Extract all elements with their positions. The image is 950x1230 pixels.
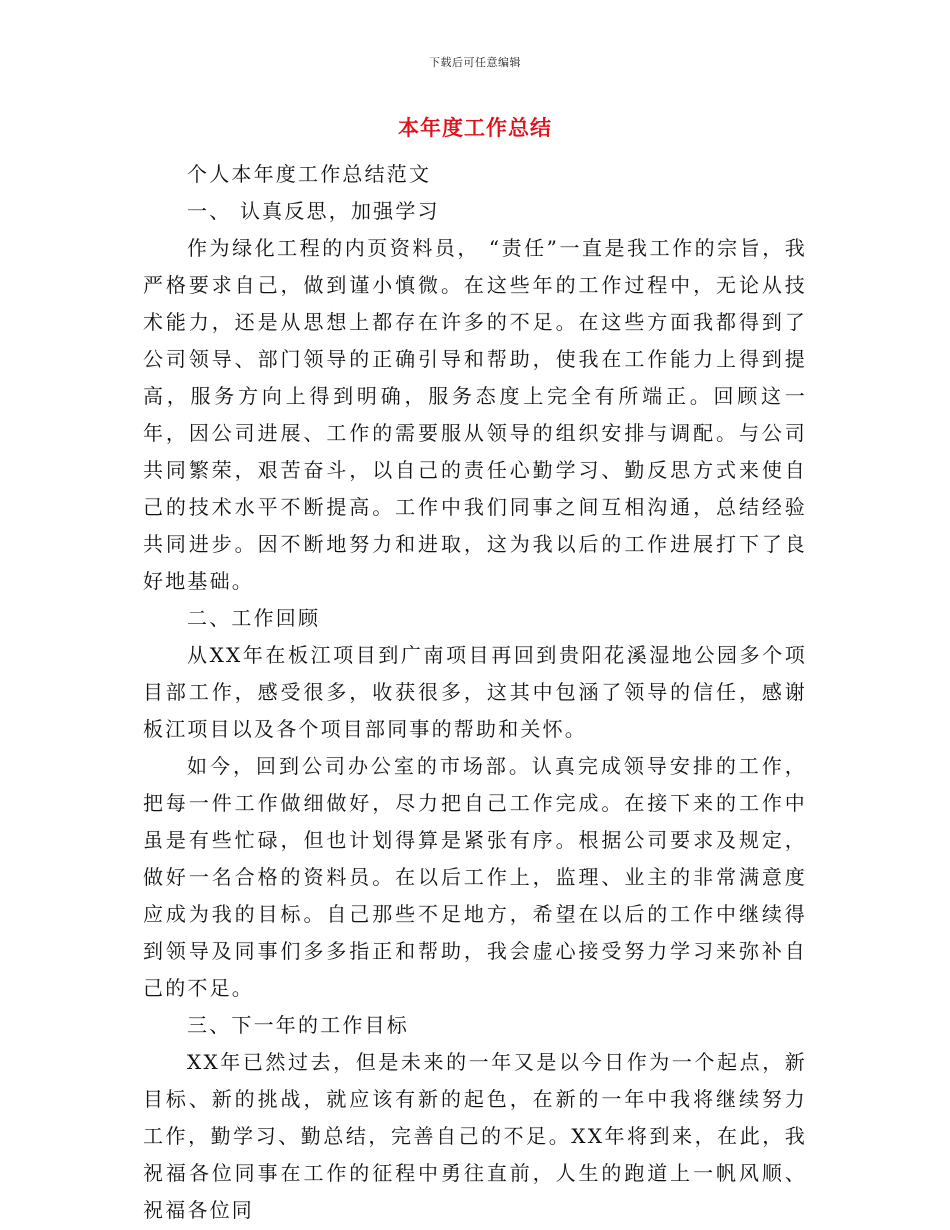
document-subtitle: 个人本年度工作总结范文	[187, 162, 432, 186]
section-heading-2: 二、工作回顾	[187, 606, 321, 630]
header-note: 下载后可任意编辑	[429, 56, 521, 69]
paragraph: 作为绿化工程的内页资料员， “责任”一直是我工作的宗旨，我严格要求自己，做到谨小慎微。在这些年的工作过程中，无论从技术能力，还是从思想上都存在许多的不足。在这些方面我都得到了公司领导、部门领导的正确引导和帮助，使我在工作能力上得到提高，服务方向上得到明确，服务态度上完全有所端正。回顾这一年，因公司进展、工作的需要服从领导的组织安排与调配。与公司共同繁荣，艰苦奋斗，以自己的责任心勤学习、勤反思方式来使自己的技术水平不断提高。工作中我们同事之间互相沟通，总结经验共同进步。因不断地努力和进取，这为我以后的工作进展打下了良好地基础。	[143, 236, 807, 593]
section-heading-1: 一、 认真反思，加强学习	[187, 199, 440, 223]
paragraph: 从XX年在板江项目到广南项目再回到贵阳花溪湿地公园多个项目部工作，感受很多，收获很多，这其中包涵了领导的信任，感谢板江项目以及各个项目部同事的帮助和关怀。	[143, 643, 807, 741]
paragraph: 如今，回到公司办公室的市场部。认真完成领导安排的工作，把每一件工作做细做好，尽力把自己工作完成。在接下来的工作中虽是有些忙碌，但也计划得算是紧张有序。根据公司要求及规定，做好一名合格的资料员。在以后工作上，监理、业主的非常满意度应成为我的目标。自己那些不足地方，希望在以后的工作中继续得到领导及同事们多多指正和帮助，我会虚心接受努力学习来弥补自己的不足。	[143, 754, 807, 1000]
document-title: 本年度工作总结	[398, 116, 552, 140]
document-body	[143, 156, 807, 1229]
paragraph: XX年已然过去，但是未来的一年又是以今日作为一个起点，新目标、新的挑战，就应该有新的起色，在新的一年中我将继续努力工作，勤学习、勤总结，完善自己的不足。XX年将到来，在此，我祝福各位同事在工作的征程中勇往直前，人生的跑道上一帆风顺、祝福各位同	[143, 1050, 807, 1222]
section-heading-3: 三、下一年的工作目标	[187, 1013, 409, 1037]
